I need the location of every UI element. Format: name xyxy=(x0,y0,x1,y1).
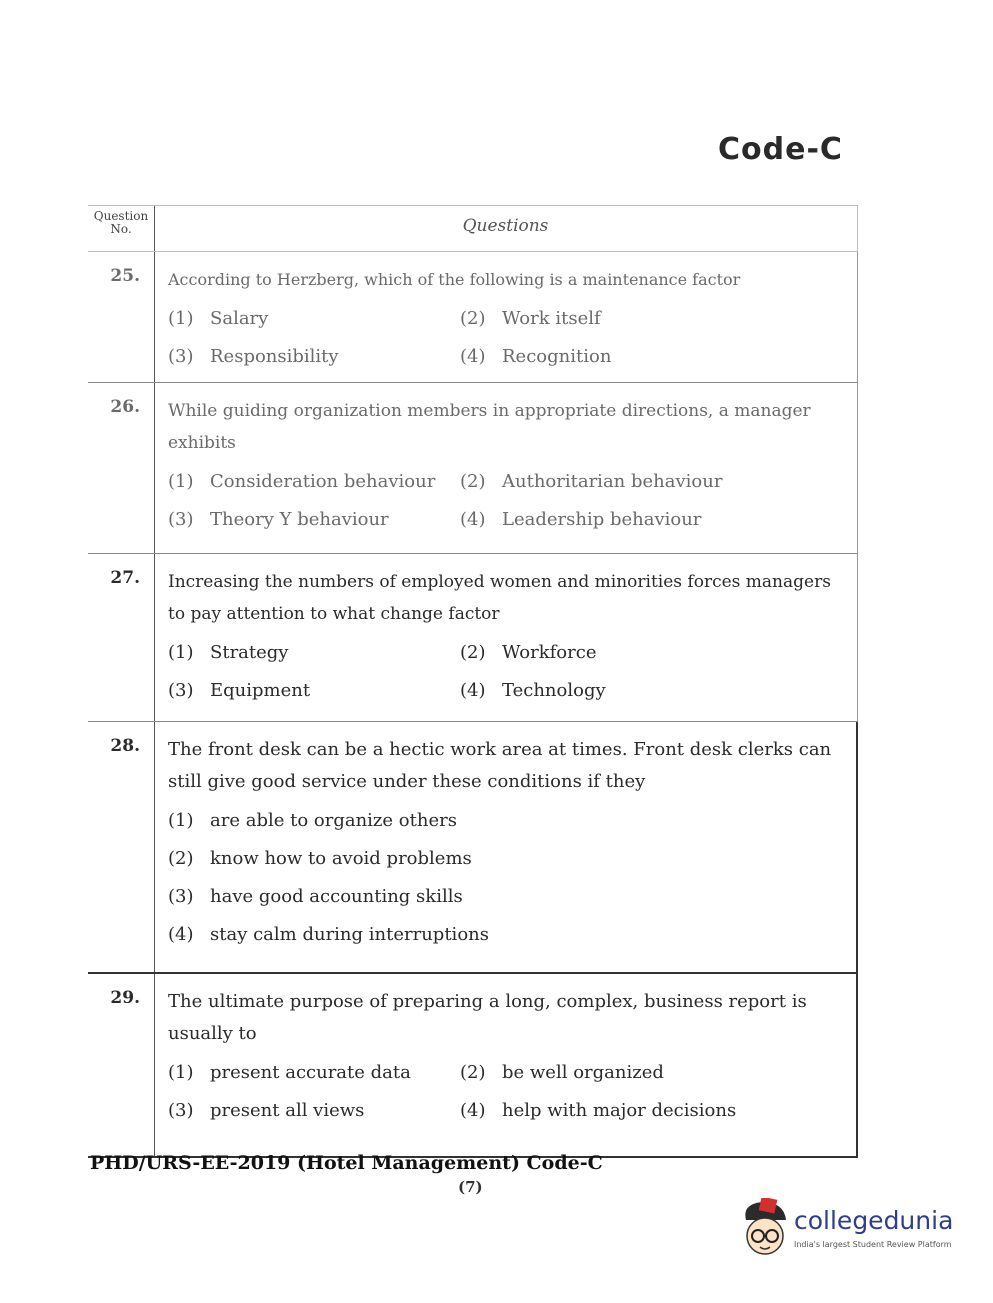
page-number: (7) xyxy=(458,1178,483,1196)
question-stem: While guiding organization members in appropriate directions, a manager exhibits xyxy=(168,401,811,453)
question-number: 28. xyxy=(110,736,140,756)
column-header-questions: Questions xyxy=(462,216,549,236)
option-1: (1) are able to organize others xyxy=(168,810,457,831)
brand-tagline: India's largest Student Review Platform xyxy=(794,1240,952,1249)
mascot-icon xyxy=(738,1198,792,1258)
table-header xyxy=(88,205,858,252)
option-4: (4) Recognition xyxy=(460,346,612,367)
option-2: (2) be well organized xyxy=(460,1062,664,1083)
question-stem: Increasing the numbers of employed women and minorities forces managers to pay attention to what change factor xyxy=(168,572,831,624)
option-3: (3) have good accounting skills xyxy=(168,886,463,907)
question-row-29 xyxy=(88,974,858,1158)
option-3: (3) Theory Y behaviour xyxy=(168,509,389,530)
column-header-question-no: Question No. xyxy=(93,209,149,236)
question-number: 26. xyxy=(110,397,140,417)
question-row-28 xyxy=(88,722,858,974)
paper-code: Code-C xyxy=(718,132,843,167)
option-2: (2) Work itself xyxy=(460,308,601,329)
question-stem: The ultimate purpose of preparing a long, complex, business report is usually to xyxy=(168,991,807,1044)
option-4: (4) Leadership behaviour xyxy=(460,509,702,530)
option-3: (3) Equipment xyxy=(168,680,311,701)
question-number: 25. xyxy=(110,266,140,286)
option-2: (2) Authoritarian behaviour xyxy=(460,471,723,492)
option-1: (1) present accurate data xyxy=(168,1062,411,1083)
question-row-27 xyxy=(88,554,858,722)
option-1: (1) Strategy xyxy=(168,642,289,663)
option-1: (1) Consideration behaviour xyxy=(168,471,436,492)
collegedunia-logo xyxy=(738,1198,968,1258)
question-row-26 xyxy=(88,383,858,554)
footer-exam-code: PHD/URS-EE-2019 (Hotel Management) Code-C xyxy=(90,1152,603,1174)
option-4: (4) help with major decisions xyxy=(460,1100,737,1121)
questions-table xyxy=(88,205,858,1158)
option-2: (2) know how to avoid problems xyxy=(168,848,472,869)
question-stem: According to Herzberg, which of the following is a maintenance factor xyxy=(168,270,741,289)
question-stem: The front desk can be a hectic work area at times. Front desk clerks can still give good service under these conditions if they xyxy=(168,739,832,792)
option-3: (3) present all views xyxy=(168,1100,365,1121)
brand-name: collegedunia xyxy=(794,1206,954,1235)
option-2: (2) Workforce xyxy=(460,642,597,663)
option-1: (1) Salary xyxy=(168,308,269,329)
question-row-25 xyxy=(88,252,858,383)
option-4: (4) stay calm during interruptions xyxy=(168,924,489,945)
option-3: (3) Responsibility xyxy=(168,346,339,367)
question-number: 29. xyxy=(110,988,140,1008)
option-4: (4) Technology xyxy=(460,680,606,701)
question-number: 27. xyxy=(110,568,140,588)
